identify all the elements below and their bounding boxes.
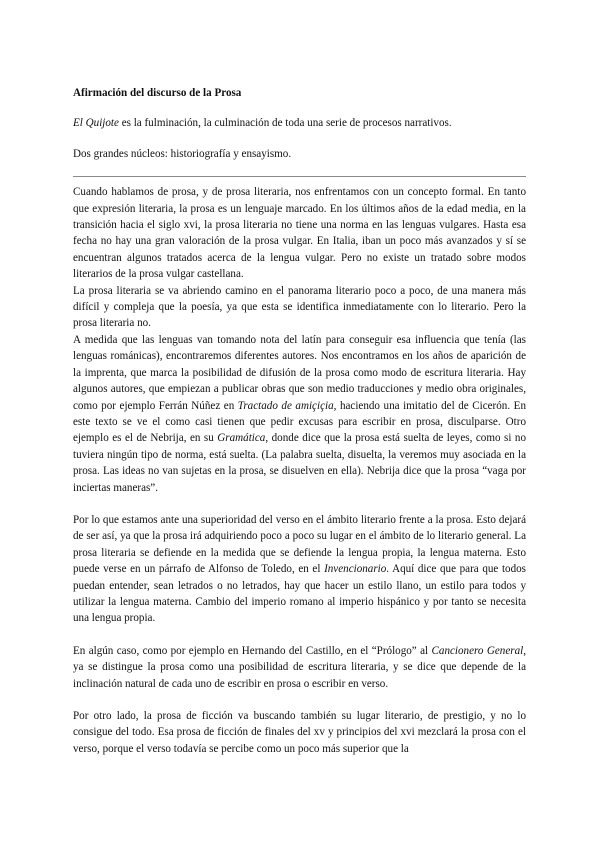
paragraph-text: Por lo que estamos ante una superioridad del verso en el ámbito literario frente a la prosa. Esto dejará de ser así, ya que la prosa irá adquiriendo poco a poco su lugar en el ámbito de lo literario general. La prosa literaria se defiende en la medida que se defiende la lengua propia, la lengua materna. Esto puede verse en un párrafo de Alfonso de Toledo, en el: [73, 513, 526, 576]
paragraph-text: , ya se distingue la prosa como una posibilidad de escritura literaria, y se dice que depende de la inclinación natural de cada uno de escribir en prosa o escribir en verso.: [73, 644, 526, 690]
page-title: Afirmación del discurso de la Prosa: [73, 87, 242, 99]
paragraph-prosa-camino: La prosa literaria se va abriendo camino en el panorama literario poco a poco, de una manera más difícil y compleja que la poesía, ya que esta se identifica inmediatamente con lo literario. Pero la prosa literaria no.: [73, 284, 526, 330]
paragraph-lenguas-latin: [73, 332, 526, 496]
paragraph-text: , haciendo una imitatio del de Cicerón. En este texto se ve el como casi tienen que pedir excusas para escribir en prosa, disculparse. Otro ejemplo es el de Nebrija, en su: [73, 399, 526, 445]
intro-sentence-text: es la fulminación, la culminación de toda una serie de procesos narrativos.: [118, 117, 452, 130]
paragraph-concepto-formal: Cuando hablamos de prosa, y de prosa literaria, nos enfrentamos con un concepto formal. En tanto que expresión literaria, la prosa es un lenguaje marcado. En los últimos años de la edad media, en la transición hacia el siglo xvi, la prosa literaria no tiene una norma en las lenguas vulgares. Hasta esa fecha no hay una gran valoración de la prosa vulgar. En Italia, iban un poco más avanzados y sí se encuentran algunos tratados acerca de la lengua vulgar. Pero no existe un tratado sobre modos literarios de la prosa vulgar castellana.: [73, 186, 526, 281]
paragraph-cancionero: [73, 643, 526, 692]
paragraph-text: En algún caso, como por ejemplo en Hernando del Castillo, en el “Prólogo” al: [73, 644, 432, 657]
paragraph-text: , donde dice que la prosa está suelta de leyes, como si no tuviera ningún tipo de norma, está suelta. (La palabra suelta, disuelta, la veremos muy asociada en la prosa. Las ideas no van sujetas en la prosa, se disuelven en ella). Nebrija dice que la prosa “vaga por inciertas maneras”.: [73, 432, 526, 494]
paragraph-text: A medida que las lenguas van tomando nota del latín para conseguir esa influencia que tenía (las lenguas románicas), encontraremos diferentes autores. Nos encontramos en los años de aparición de la imprenta, que marca la posibilidad de difusión de la prosa como modo de escritura literaria. Hay algunos autores, que empiezan a publicar obras que son medio traducciones y medio obra originales, como por ejemplo Ferrán Núñez en: [73, 333, 526, 412]
intro-work-title: El Quijote: [73, 117, 119, 130]
intro-sentence-quijote: [73, 115, 526, 131]
document-body: [73, 85, 526, 757]
work-title-invencionario: Invencionario: [324, 563, 387, 576]
intro-nucleos: Dos grandes núcleos: historiografía y ensayismo.: [73, 147, 292, 160]
work-title-tractado: Tractado de amiçiçia: [237, 399, 334, 412]
work-title-gramatica: Gramática: [217, 432, 266, 445]
paragraph-superioridad-verso: [73, 512, 526, 627]
paragraph-prosa-ficcion: Por otro lado, la prosa de ficción va buscando también su lugar literario, de prestigio, y no lo consigue del todo. Esa prosa de ficción de finales del xv y principios del xvi mezclará la prosa con el verso, porque el verso todavía se percibe como un poco más superior que la: [73, 710, 526, 755]
work-title-cancionero: Cancionero General: [431, 644, 524, 657]
paragraph-text: . Aquí dice que para que todos puedan entender, sean letrados o no letrados, hay que hacer un estilo llano, un estilo para todos y utilizar la lengua materna. Cambio del imperio romano al imperio hispánico y por tanto se necesita una lengua propia.: [73, 563, 526, 625]
horizontal-rule: [73, 176, 526, 177]
